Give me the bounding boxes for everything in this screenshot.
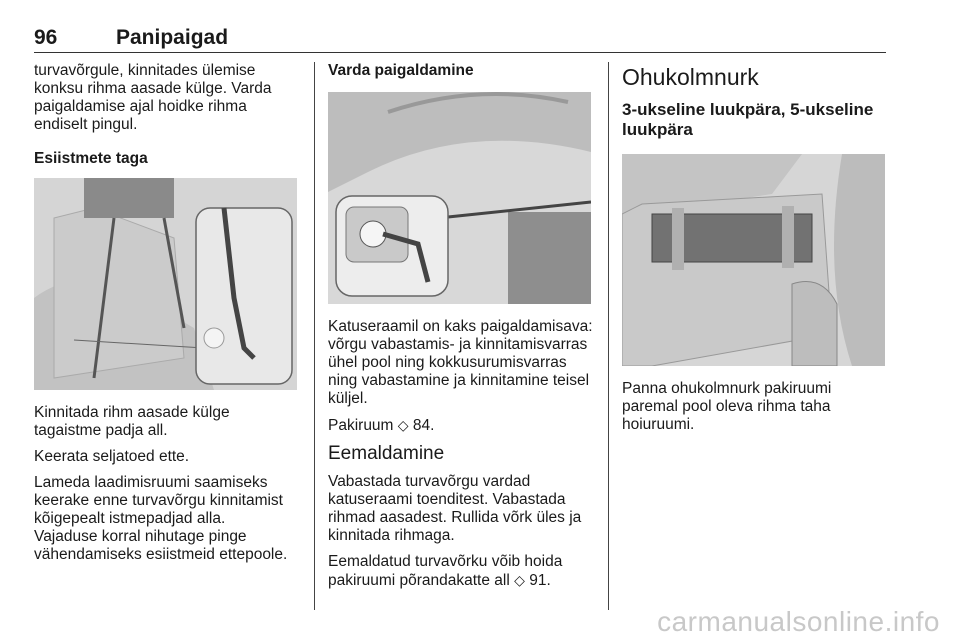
col1-paragraph-4: Lameda laadimisruumi saamiseks keerake enne turvavõrgu kinnitamist kõigepealt istmepadjad alla. xyxy=(34,474,283,527)
illustration-strap-behind-front-seats xyxy=(34,178,297,390)
xref-arrow-icon: ◇ xyxy=(397,417,409,433)
xref-text: Pakiruum xyxy=(328,417,398,434)
col1-paragraph-1: turvavõrgule, kinnitades ülemise konksu rihma aasade külge. Varda paigaldamise ajal hoidke rihma endiselt pingul. xyxy=(34,62,272,133)
col1-paragraph-2: Kinnitada rihm aasade külge tagaistme padja all. xyxy=(34,404,230,439)
section-heading-warning-triangle: Ohukolmnurk xyxy=(622,64,759,90)
page-number: 96 xyxy=(34,26,58,49)
col3-paragraph-1: Panna ohukolmnurk pakiruumi paremal pool oleva rihma taha hoiuruumi. xyxy=(622,380,832,433)
xref-page-link[interactable]: 91. xyxy=(529,572,551,589)
column-divider-2 xyxy=(608,62,609,610)
illustration-bar-installation xyxy=(328,92,591,304)
col2-paragraph-1: Katuseraamil on kaks paigaldamisava: võrgu vabastamis- ja kinnitamisvarras ühel pool ning kokkusurumisvarras ning vabastamine ja kinnitamine teisel küljel. xyxy=(328,318,593,407)
watermark-text: carmanualsonline.info xyxy=(657,606,940,637)
col1-paragraph-5: Vajaduse korral nihutage pinge vähendamiseks esiistmeid ettepoole. xyxy=(34,528,288,563)
column-divider-1 xyxy=(314,62,315,610)
col2-paragraph-4 xyxy=(328,553,594,590)
col1-paragraph-3: Keerata seljatoed ette. xyxy=(34,448,190,465)
section-heading-bar-installation: Varda paigaldamine xyxy=(328,62,474,79)
section-heading-behind-front-seats: Esiistmete taga xyxy=(34,150,148,167)
illustration-warning-triangle-storage xyxy=(622,154,885,366)
column-3 xyxy=(622,62,888,442)
xref-text: Eemaldatud turvavõrku võib hoida pakiruumi põrandakatte all xyxy=(328,553,563,589)
col2-paragraph-3: Vabastada turvavõrgu vardad katuseraami toenditest. Vabastada rihmad aasadest. Rullida võrk üles ja kinnitada rihmaga. xyxy=(328,473,582,544)
column-2 xyxy=(328,62,594,598)
xref-arrow-icon: ◇ xyxy=(514,572,525,588)
page-header xyxy=(34,20,886,53)
section-heading-removal: Eemaldamine xyxy=(328,443,445,464)
subheading-hatchback: 3-ukseline luukpära, 5-ukseline luukpära xyxy=(622,100,874,139)
col2-paragraph-2 xyxy=(328,416,594,435)
xref-page-link[interactable]: 84. xyxy=(412,417,435,434)
page-title: Panipaigad xyxy=(116,26,229,49)
column-1 xyxy=(34,62,300,572)
